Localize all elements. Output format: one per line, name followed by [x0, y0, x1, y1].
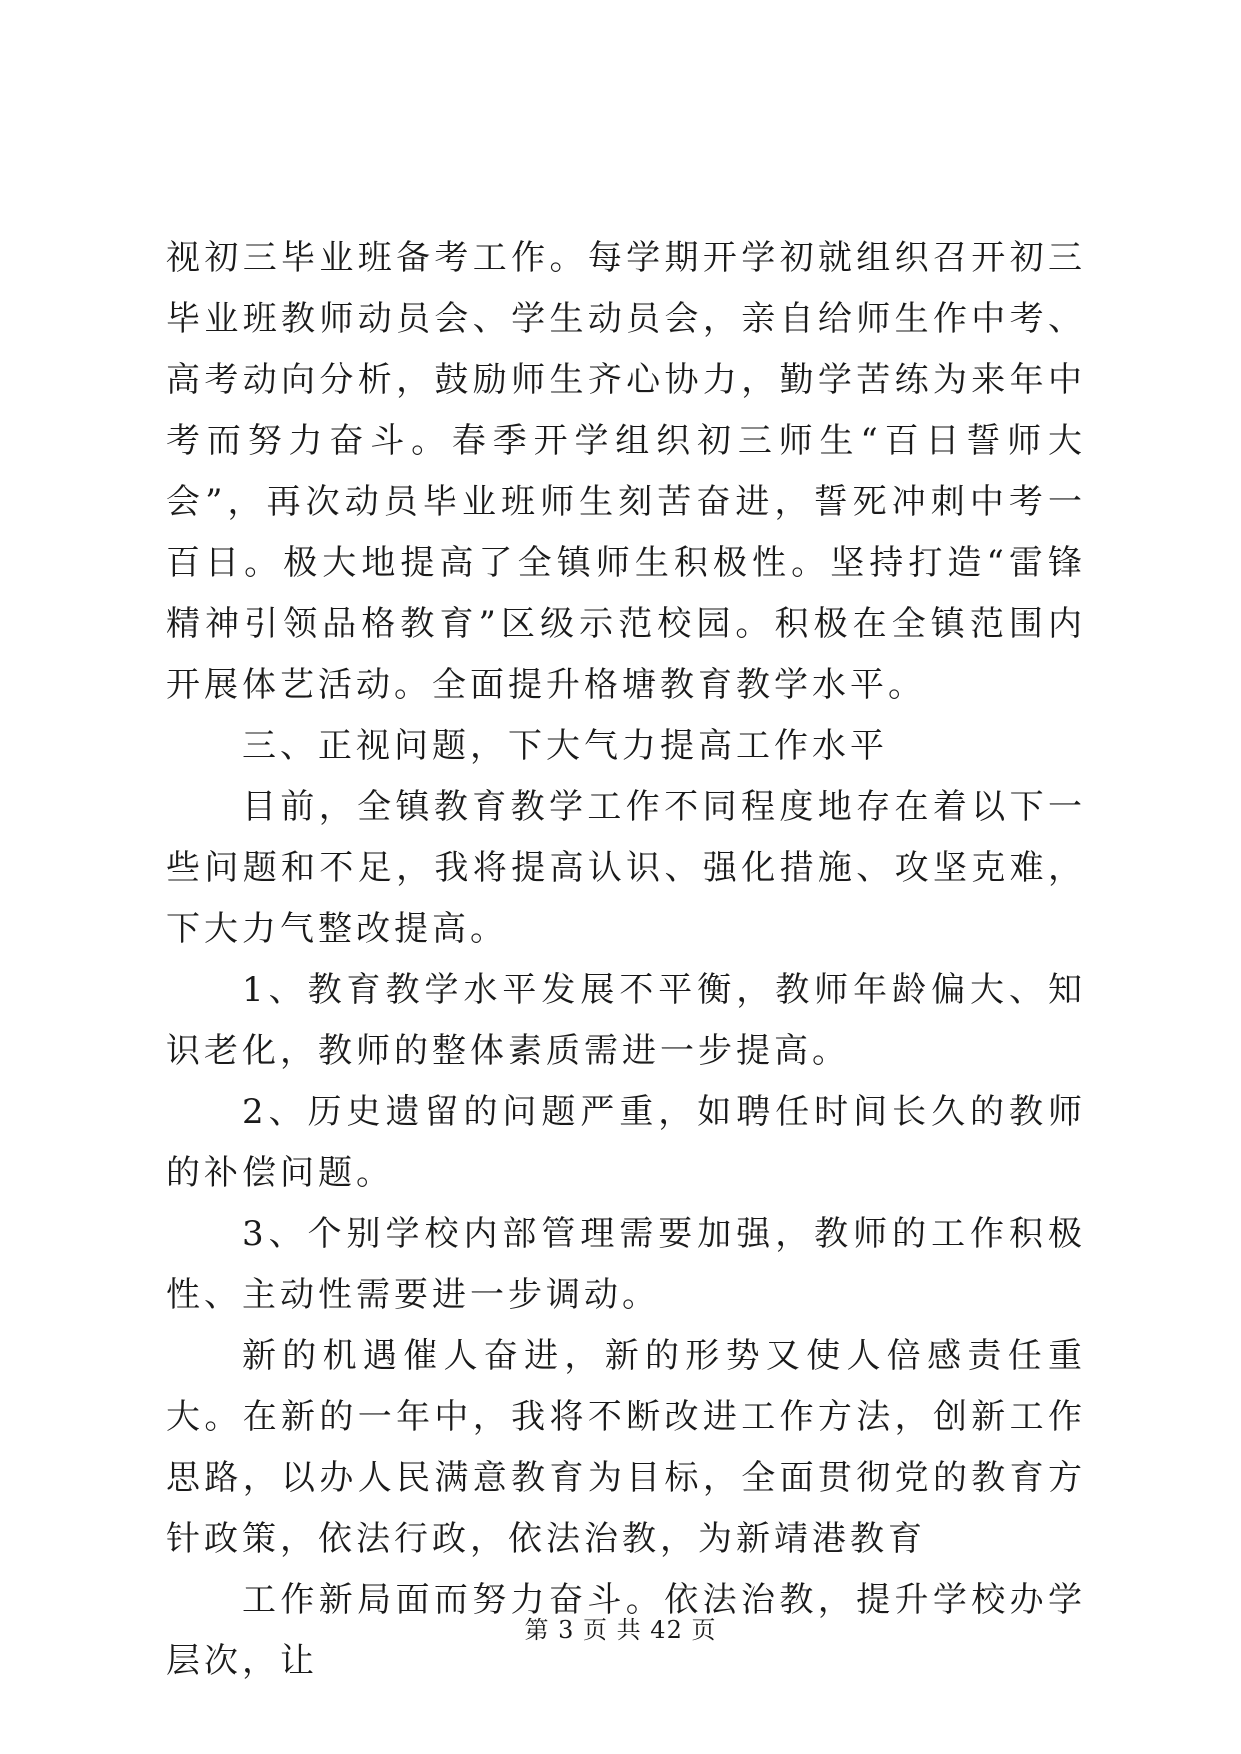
list-item: 2、历史遗留的问题严重，如聘任时间长久的教师的补偿问题。 — [166, 1092, 1086, 1193]
paragraph: 视初三毕业班备考工作。每学期开学初就组织召开初三毕业班教师动员会、学生动员会，亲自给师生作中考、高考动向分析，鼓励师生齐心协力，勤学苦练为来年中考而努力奋斗。春季开学组织初三师生“百日誓师大会”，再次动员毕业班师生刻苦奋进，誓死冲刺中考一百日。极大地提高了全镇师生积极性。坚持打造“雷锋精神引领品格教育”区级示范校园。积极在全镇范围内开展体艺活动。全面提升格塘教育教学水平。 — [166, 238, 1086, 705]
list-item: 1、教育教学水平发展不平衡，教师年龄偏大、知识老化，教师的整体素质需进一步提高。 — [166, 970, 1086, 1071]
page-number-footer: 第 3 页 共 42 页 — [524, 1616, 717, 1644]
paragraph: 新的机遇催人奋进，新的形势又使人倍感责任重大。在新的一年中，我将不断改进工作方法，创新工作思路，以办人民满意教育为目标，全面贯彻党的教育方针政策，依法行政，依法治教，为新靖港教育 — [166, 1336, 1086, 1559]
list-item: 3、个别学校内部管理需要加强，教师的工作积极性、主动性需要进一步调动。 — [166, 1214, 1086, 1315]
section-heading: 三、正视问题，下大气力提高工作水平 — [242, 726, 888, 766]
paragraph: 工作新局面而努力奋斗。依法治教，提升学校办学层次，让 — [166, 1580, 1086, 1681]
paragraph: 目前，全镇教育教学工作不同程度地存在着以下一些问题和不足，我将提高认识、强化措施、攻坚克难，下大力气整改提高。 — [166, 787, 1086, 949]
document-body — [166, 228, 1086, 1692]
